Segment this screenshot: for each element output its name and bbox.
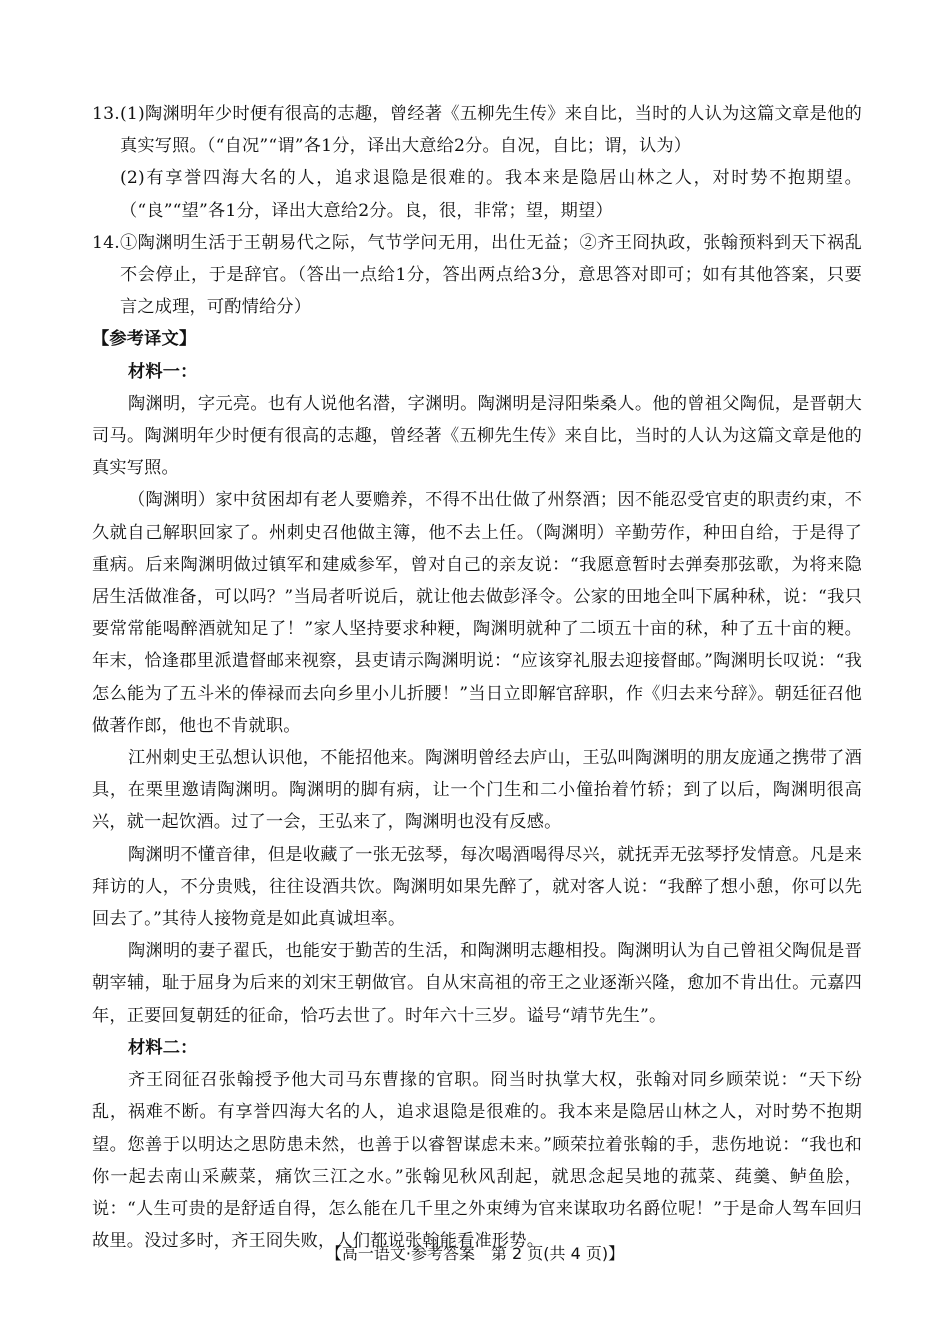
answer-13-part-2: (2)有享誉四海大名的人，追求退隐是很难的。我本来是隐居山林之人，对时势不抱期望。（“良”“望”各1分，译出大意给2分。良，很，非常；望，期望） [119,168,862,221]
translation-heading: 【参考译文】 [92,329,197,350]
answer-14 [92,227,862,324]
material-1-paragraph: 陶渊明不懂音律，但是收藏了一张无弦琴，每次喝酒喝得尽兴，就抚弄无弦琴抒发情意。凡是来拜访的人，不分贵贱，往往设酒共饮。陶渊明如果先醉了，就对客人说：“我醉了想小憩，你可以先回去了。”其待人接物竟是如此真诚坦率。 [92,844,862,930]
material-1-paragraph: 陶渊明的妻子翟氏，也能安于勤苦的生活，和陶渊明志趣相投。陶渊明认为自己曾祖父陶侃是晋朝宰辅，耻于屈身为后来的刘宋王朝做官。自从宋高祖的帝王之业逐渐兴隆，愈加不肯出仕。元嘉四年，正要回复朝廷的征命，恰巧去世了。时年六十三岁。谥号“靖节先生”。 [92,941,862,1026]
answer-14-text: ①陶渊明生活于王朝易代之际，气节学问无用，出仕无益；②齐王冏执政，张翰预料到天下祸乱不会停止，于是辞官。（答出一点给1分，答出两点给3分，意思答对即可；如有其他答案，只要言之成理，可酌情给分） [119,232,862,318]
material-1-paragraph: 陶渊明，字元亮。也有人说他名潜，字渊明。陶渊明是浔阳柴桑人。他的曾祖父陶侃，是晋朝大司马。陶渊明年少时便有很高的志趣，曾经著《五柳先生传》来自比，当时的人认为这篇文章是他的真实写照。 [92,393,862,479]
answer-number: 13. [92,104,120,124]
answer-key-page [92,98,862,1257]
material-2-paragraph: 齐王冏征召张翰授予他大司马东曹掾的官职。冏当时执掌大权，张翰对同乡顾荣说：“天下纷乱，祸难不断。有享誉四海大名的人，追求退隐是很难的。我本来是隐居山林之人，对时势不抱期望。您善于以明达之思防患未然，也善于以睿智谋虑未来。”顾荣拉着张翰的手，悲伤地说：“我也和你一起去南山采蕨菜，痛饮三江之水。”张翰见秋风刮起，就思念起吴地的菰菜、莼羹、鲈鱼脍，说：“人生可贵的是舒适自得，怎么能在几千里之外束缚为官来谋取功名爵位呢！”于是命人驾车回归故里。没过多时，齐王冏失败，人们都说张翰能看准形势。 [92,1070,862,1252]
answer-13-part-1: (1)陶渊明年少时便有很高的志趣，曾经著《五柳先生传》来自比，当时的人认为这篇文章是他的真实写照。（“自况”“谓”各1分，译出大意给2分。自况，自比；谓，认为） [119,104,862,157]
material-2-label: 材料二： [128,1037,198,1058]
answer-number: 14. [92,232,120,253]
answer-13 [92,98,862,227]
material-1-label: 材料一： [128,361,198,382]
material-1-paragraph: （陶渊明）家中贫困却有老人要赡养，不得不出仕做了州祭酒；因不能忍受官吏的职责约束，不久就自己解职回家了。州刺史召他做主簿，他不去上任。（陶渊明）辛勤劳作，种田自给，于是得了重病。后来陶渊明做过镇军和建威参军，曾对自己的亲友说：“我愿意暂时去弹奏那弦歌，为将来隐居生活做准备，可以吗？”当局者听说后，就让他去做彭泽令。公家的田地全叫下属种秫，说：“我只要常常能喝醉酒就知足了！”家人坚持要求种粳，陶渊明就种了二顷五十亩的秫，种了五十亩的粳。年末，恰逢郡里派遣督邮来视察，县吏请示陶渊明说：“应该穿礼服去迎接督邮。”陶渊明长叹说：“我怎么能为了五斗米的俸禄而去向乡里小儿折腰！”当日立即解官辞职，作《归去来兮辞》。朝廷征召他做著作郎，他也不肯就职。 [92,490,862,736]
page-footer: 【高一语文·参考答案 第 2 页(共 4 页)】 [325,1244,625,1263]
material-1-paragraph: 江州刺史王弘想认识他，不能招他来。陶渊明曾经去庐山，王弘叫陶渊明的朋友庞通之携带了酒具，在栗里邀请陶渊明。陶渊明的脚有病，让一个门生和二小僮抬着竹轿；到了以后，陶渊明很高兴，就一起饮酒。过了一会，王弘来了，陶渊明也没有反感。 [92,748,862,833]
